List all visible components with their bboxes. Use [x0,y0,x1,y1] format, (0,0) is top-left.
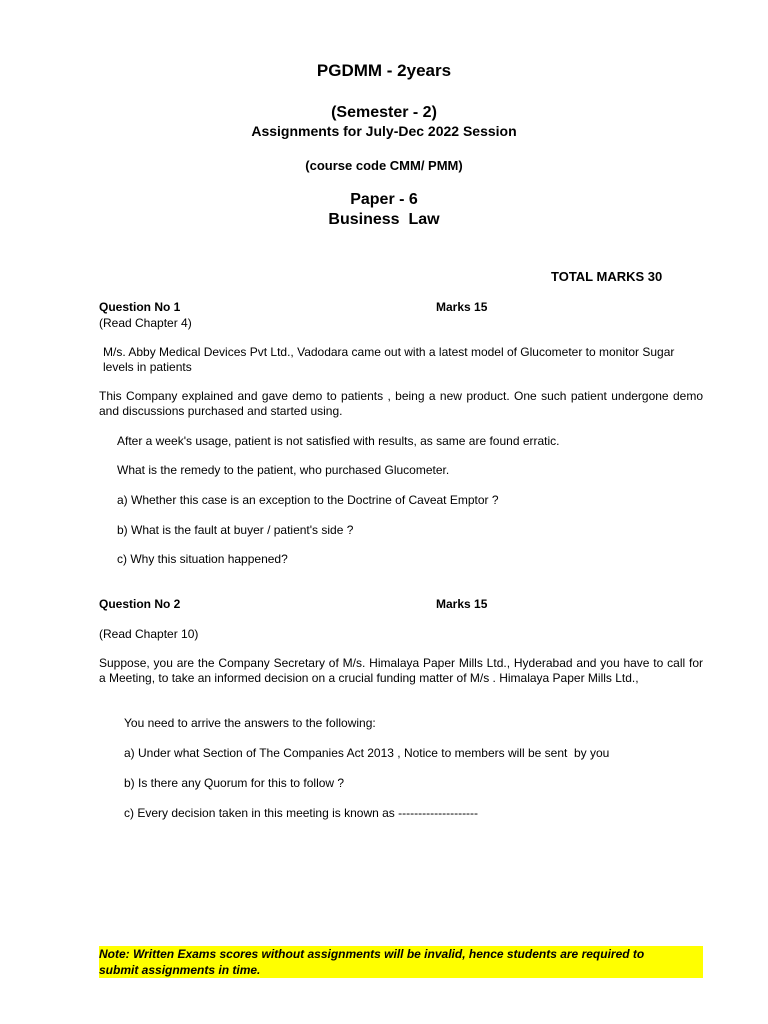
question-1-item-a: a) Whether this case is an exception to the Doctrine of Caveat Emptor ? [117,493,499,507]
semester-title: (Semester - 2) [331,104,437,121]
question-2-item-a: a) Under what Section of The Companies Act 2013 , Notice to members will be sent by you [124,746,610,760]
question-1-para-3: After a week's usage, patient is not satisfied with results, as same are found erratic. [117,434,560,448]
note-line-2: submit assignments in time. [99,962,703,978]
subject-title: Business Law [328,211,440,228]
question-1-item-b: b) What is the fault at buyer / patient's side ? [117,523,354,537]
question-2-chapter: (Read Chapter 10) [99,627,199,641]
course-code: (course code CMM/ PMM) [305,158,463,173]
question-1-title: Question No 1 [99,300,181,314]
paper-title: Paper - 6 [350,191,418,208]
session-title: Assignments for July-Dec 2022 Session [251,123,517,139]
program-title: PGDMM - 2years [316,61,452,80]
question-2-para-1: Suppose, you are the Company Secretary of M/s. Himalaya Paper Mills Ltd., Hyderabad and you have to call for a Meeting, to take an informed decision on a crucial funding matter of M/s . Himalaya Paper Mills Ltd., [99,656,703,685]
question-1-chapter: (Read Chapter 4) [99,316,192,330]
question-2-para-2: You need to arrive the answers to the following: [124,716,376,730]
question-2-title: Question No 2 [99,597,181,611]
total-marks: TOTAL MARKS 30 [551,269,663,284]
question-1-item-c: c) Why this situation happened? [117,552,288,566]
submission-note [99,946,703,978]
question-1-marks: Marks 15 [436,300,488,314]
question-2-item-b: b) Is there any Quorum for this to follow ? [124,776,345,790]
question-1-para-4: What is the remedy to the patient, who purchased Glucometer. [117,463,450,477]
question-2-item-c: c) Every decision taken in this meeting is known as -------------------- [124,806,479,820]
question-1-para-1: M/s. Abby Medical Devices Pvt Ltd., Vadodara came out with a latest model of Glucometer to monitor Sugar levels in patients [103,345,675,374]
note-line-1: Note: Written Exams scores without assignments will be invalid, hence students are required to [99,946,703,962]
question-2-marks: Marks 15 [436,597,488,611]
question-1-para-2: This Company explained and gave demo to patients , being a new product. One such patient undergone demo and discussions purchased and started using. [99,389,703,418]
